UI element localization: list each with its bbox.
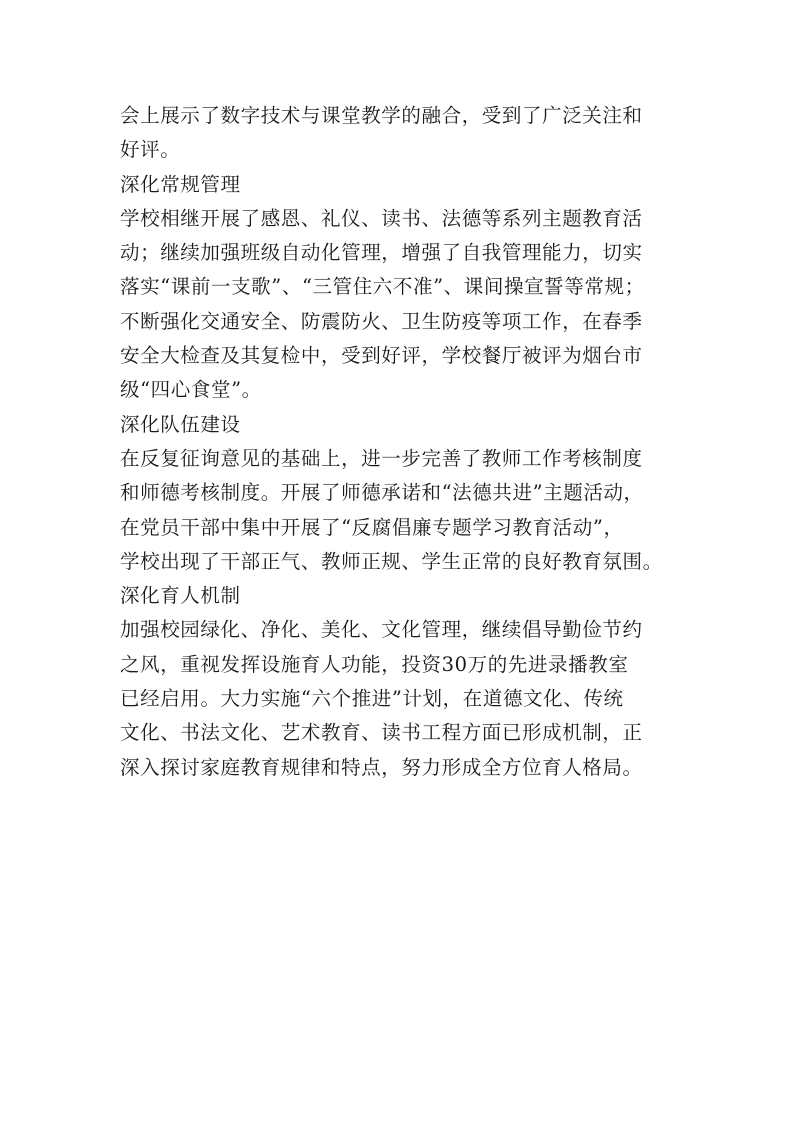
- paragraph-line: 和师德考核制度。开展了师德承诺和“法德共进”主题活动，: [120, 481, 644, 505]
- paragraph-line: 深入探讨家庭教育规律和特点，努力形成全方位育人格局。: [120, 755, 643, 779]
- paragraph-line: 学校相继开展了感恩、礼仪、读书、法德等系列主题教育活: [120, 206, 643, 230]
- paragraph-line: 级“四心食堂”。: [120, 378, 262, 402]
- paragraph-line: 会上展示了数字技术与课堂教学的融合，受到了广泛关注和: [120, 104, 643, 127]
- paragraph-line: 落实“课前一支歌”、“三管住六不准”、课间操宣誓等常规；: [120, 275, 645, 299]
- section-heading: 深化队伍建设: [120, 412, 241, 436]
- paragraph-line: 动；继续加强班级自动化管理，增强了自我管理能力，切实: [120, 241, 643, 265]
- paragraph-line: 在反复征询意见的基础上，进一步完善了教师工作考核制度: [120, 446, 643, 470]
- section-heading: 深化育人机制: [120, 584, 241, 608]
- paragraph-line: 在党员干部中集中开展了“反腐倡廉专题学习教育活动”，: [120, 515, 624, 539]
- paragraph-line: 好评。: [120, 138, 181, 162]
- paragraph-line: 不断强化交通安全、防震防火、卫生防疫等项工作，在春季: [120, 309, 643, 333]
- paragraph-line: 文化、书法文化、艺术教育、读书工程方面已形成机制，正: [120, 721, 643, 745]
- paragraph-line: 之风，重视发挥设施育人功能，投资30万的先进录播教室: [120, 652, 629, 676]
- paragraph-line: 已经启用。大力实施“六个推进”计划，在道德文化、传统: [120, 687, 624, 711]
- paragraph-line: 学校出现了干部正气、教师正规、学生正常的良好教育氛围。: [120, 549, 663, 573]
- paragraph-line: 安全大检查及其复检中，受到好评，学校餐厅被评为烟台市: [120, 344, 643, 368]
- paragraph-line: 加强校园绿化、净化、美化、文化管理，继续倡导勤俭节约: [120, 618, 643, 642]
- section-heading: 深化常规管理: [120, 172, 241, 196]
- document-body: [120, 99, 700, 785]
